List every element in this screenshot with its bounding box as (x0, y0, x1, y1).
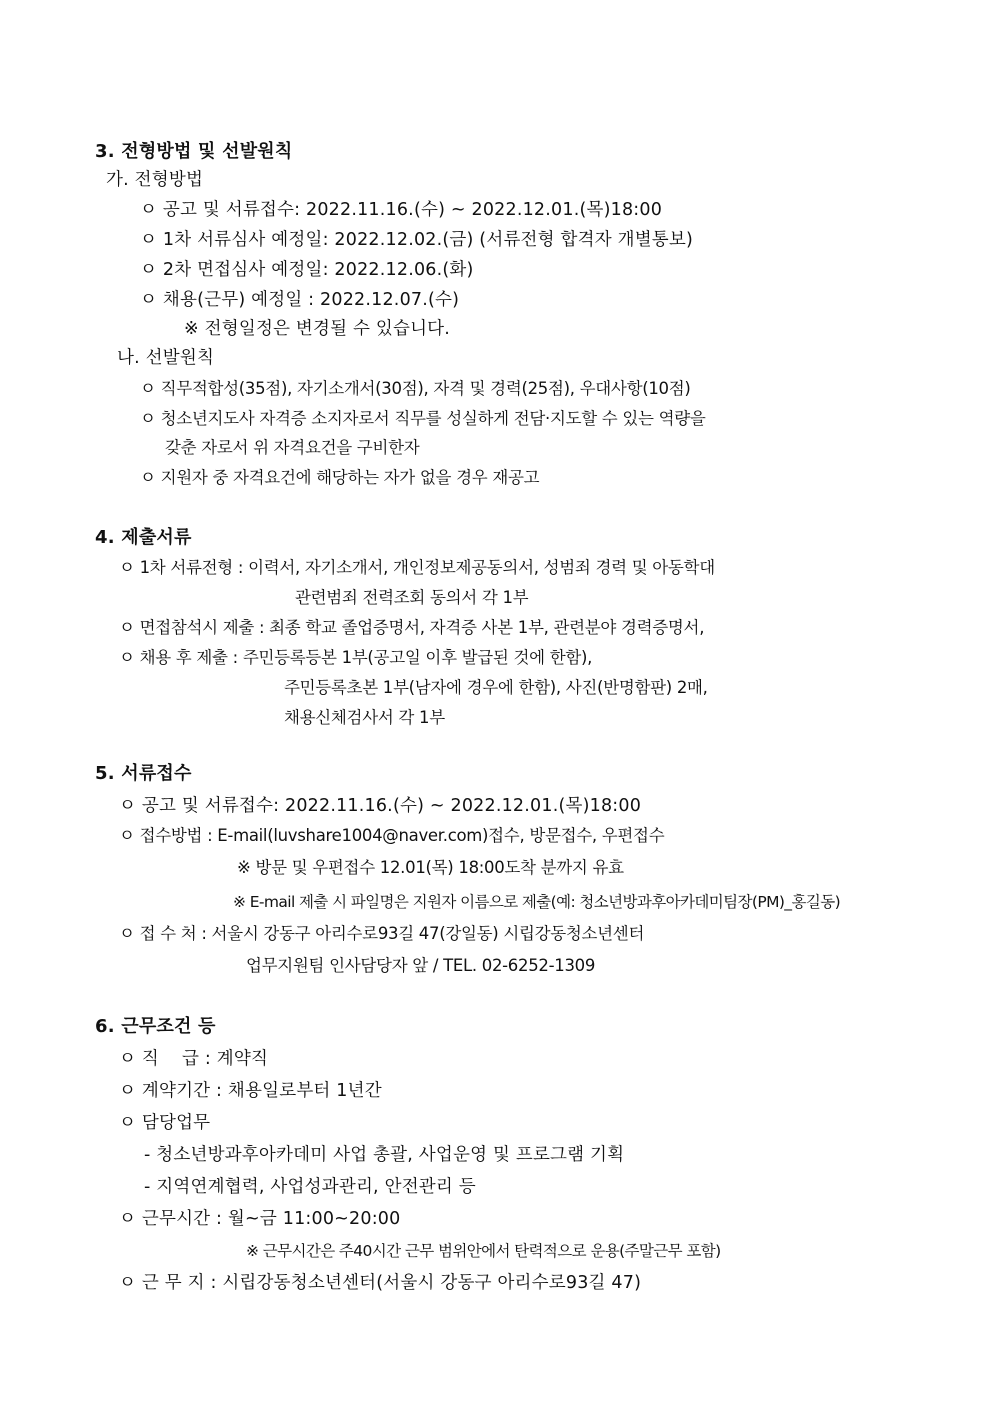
list-item: ㅇ 계약기간 : 채용일로부터 1년간 (119, 1081, 382, 1101)
list-item-continued: 관련범죄 전력조회 동의서 각 1부 (295, 588, 529, 607)
section-3-title: 3. 전형방법 및 선발원칙 (95, 141, 293, 162)
subsection-a-title: 가. 전형방법 (106, 170, 204, 190)
list-item: ㅇ 2차 면접심사 예정일: 2022.12.06.(화) (140, 260, 474, 280)
subsection-b-title: 나. 선발원칙 (117, 348, 215, 368)
list-item: ㅇ 1차 서류심사 예정일: 2022.12.02.(금) (서류전형 합격자 개별통보) (140, 230, 694, 250)
submission-note: ※ 방문 및 우편접수 12.01(목) 18:00도착 분까지 유효 (237, 858, 624, 877)
list-item: ㅇ 접수방법 : E-mail(luvshare1004@naver.com)접수, 방문접수, 우편접수 (119, 826, 665, 845)
schedule-note: ※ 전형일정은 변경될 수 있습니다. (184, 319, 451, 339)
section-5-title: 5. 서류접수 (95, 763, 192, 784)
list-item-continued: 업무지원팀 인사담당자 앞 / TEL. 02-6252-1309 (246, 956, 596, 975)
list-item: ㅇ 직 급 : 계약직 (119, 1049, 269, 1069)
list-item-continued: 채용신체검사서 각 1부 (284, 708, 445, 727)
list-item: ㅇ 근 무 지 : 시립강동청소년센터(서울시 강동구 아리수로93길 47) (119, 1273, 642, 1293)
list-item: ㅇ 채용(근무) 예정일 : 2022.12.07.(수) (140, 290, 460, 310)
list-item: ㅇ 공고 및 서류접수: 2022.11.16.(수) ~ 2022.12.01.(목)18:00 (119, 796, 642, 816)
list-item: ㅇ 접 수 처 : 서울시 강동구 아리수로93길 47(강일동) 시립강동청소년센터 (119, 924, 645, 943)
work-hours-note: ※ 근무시간은 주40시간 근무 범위안에서 탄력적으로 운용(주말근무 포함) (246, 1242, 721, 1260)
list-item: ㅇ 근무시간 : 월~금 11:00~20:00 (119, 1209, 401, 1229)
email-filename-note: ※ E-mail 제출 시 파일명은 지원자 이름으로 제출(예: 청소년방과후아카데미팀장(PM)_홍길동) (233, 893, 841, 911)
list-item: ㅇ 면접참석시 제출 : 최종 학교 졸업증명서, 자격증 사본 1부, 관련분야 경력증명서, (119, 618, 705, 637)
list-item-continued: 갖춘 자로서 위 자격요건을 구비한자 (165, 438, 420, 457)
section-6-title: 6. 근무조건 등 (95, 1016, 216, 1037)
list-item: ㅇ 1차 서류전형 : 이력서, 자기소개서, 개인정보제공동의서, 성범죄 경력 및 아동학대 (119, 558, 715, 577)
duty-item: - 청소년방과후아카데미 사업 총괄, 사업운영 및 프로그램 기획 (144, 1145, 625, 1165)
section-4-title: 4. 제출서류 (95, 527, 192, 548)
list-item: ㅇ 지원자 중 자격요건에 해당하는 자가 없을 경우 재공고 (140, 468, 540, 487)
list-item: ㅇ 공고 및 서류접수: 2022.11.16.(수) ~ 2022.12.01.(목)18:00 (140, 200, 663, 220)
list-item: ㅇ 청소년지도사 자격증 소지자로서 직무를 성실하게 전담·지도할 수 있는 역량을 (140, 409, 706, 428)
list-item-continued: 주민등록초본 1부(남자에 경우에 한함), 사진(반명함판) 2매, (284, 678, 708, 697)
duty-item: - 지역연계협력, 사업성과관리, 안전관리 등 (144, 1177, 476, 1197)
list-item: ㅇ 채용 후 제출 : 주민등록등본 1부(공고일 이후 발급된 것에 한함), (119, 648, 593, 667)
list-item: ㅇ 직무적합성(35점), 자기소개서(30점), 자격 및 경력(25점), 우대사항(10점) (140, 379, 691, 398)
list-item: ㅇ 담당업무 (119, 1113, 211, 1133)
